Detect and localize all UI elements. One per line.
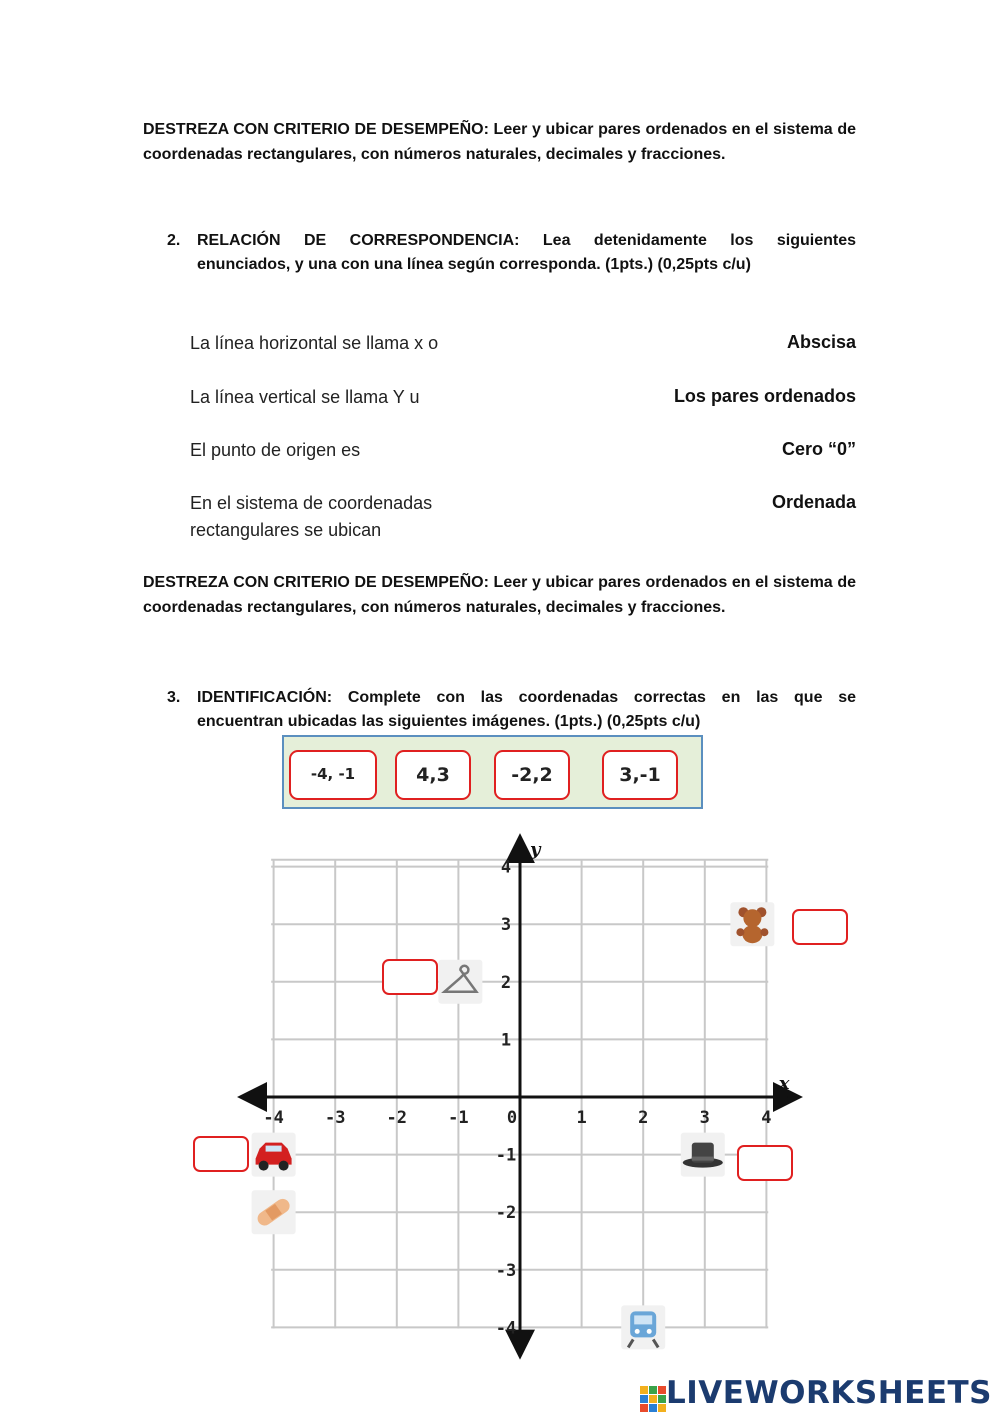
answer-box-car[interactable]: [193, 1136, 249, 1172]
teddy-bear-icon: [730, 902, 774, 946]
match-right-4[interactable]: Ordenada: [771, 492, 856, 512]
x-tick-label: -1: [448, 1108, 469, 1128]
answer-box-hat[interactable]: [737, 1145, 793, 1181]
bandage-icon: [252, 1190, 296, 1234]
match-left-1[interactable]: La línea horizontal se llama x o: [190, 333, 439, 353]
x-tick-label: 4: [761, 1108, 772, 1128]
x-axis-label: x: [778, 1073, 790, 1094]
y-tick-label: 2: [500, 972, 512, 993]
competency-label: DESTREZA CON CRITERIO DE DESEMPEÑO:: [143, 574, 489, 591]
x-tick-label: 2: [638, 1108, 649, 1128]
question-3: [167, 686, 856, 738]
answer-chip[interactable]: -2,2: [494, 750, 570, 800]
x-tick-label: 3: [699, 1108, 710, 1128]
competency-paragraph-2: [143, 570, 856, 620]
match-left-4-line-1: En el sistema de coordenadas: [190, 493, 433, 513]
competency-text: Leer y ubicar pares ordenados en el sistema de coordenadas rectangulares, con números naturales, decimales y fracciones.: [143, 121, 856, 163]
answer-bank: [282, 735, 703, 809]
liveworksheets-logo: [640, 1375, 992, 1411]
match-right-2[interactable]: Los pares ordenados: [673, 386, 856, 406]
match-right-1[interactable]: Abscisa: [786, 332, 856, 352]
match-left-3[interactable]: El punto de origen es: [190, 440, 361, 460]
y-tick-label: 4: [500, 857, 512, 878]
question-number: 3.: [167, 689, 181, 706]
question-line-2: enunciados, y una con una línea según corresponda. (1pts.) (0,25pts c/u): [197, 256, 751, 273]
match-right-3[interactable]: Cero “0”: [781, 439, 856, 459]
x-tick-label: -2: [386, 1108, 408, 1128]
tick-labels: [263, 839, 789, 1338]
hat-icon: [681, 1133, 725, 1177]
match-left-4[interactable]: [190, 490, 432, 544]
logo-icon: [640, 1384, 666, 1414]
logo-text: LIVEWORKSHEETS: [666, 1375, 992, 1411]
competency-label: DESTREZA CON CRITERIO DE DESEMPEÑO:: [143, 121, 489, 138]
question-2: [167, 229, 856, 281]
hanger-icon: [438, 960, 482, 1004]
x-tick-label: -3: [324, 1108, 346, 1128]
answer-chip[interactable]: 3,-1: [602, 750, 678, 800]
answer-box-hanger[interactable]: [382, 959, 438, 995]
y-tick-label: -2: [495, 1203, 517, 1224]
question-number: 2.: [167, 232, 181, 249]
y-axis-label: y: [530, 839, 541, 861]
question-line-1: IDENTIFICACIÓN: Complete con las coordenadas correctas en las que se: [197, 689, 856, 706]
y-tick-label: -4: [495, 1318, 517, 1339]
answer-box-teddy-bear[interactable]: [792, 909, 848, 945]
x-tick-label: 0: [506, 1108, 518, 1128]
y-tick-label: -3: [495, 1260, 517, 1281]
y-tick-label: 1: [500, 1030, 512, 1051]
match-left-4-line-2: rectangulares se ubican: [190, 520, 382, 540]
y-tick-label: 3: [500, 915, 512, 936]
x-tick-label: 1: [576, 1108, 587, 1128]
y-tick-label: -1: [495, 1145, 517, 1166]
x-tick-label: -4: [263, 1108, 284, 1128]
competency-paragraph-1: [143, 117, 856, 167]
car-icon: [252, 1133, 296, 1177]
competency-text: Leer y ubicar pares ordenados en el sistema de coordenadas rectangulares, con números naturales, decimales y fracciones.: [143, 574, 856, 616]
match-left-2[interactable]: La línea vertical se llama Y u: [190, 387, 420, 407]
question-line-2: encuentran ubicadas las siguientes imágenes. (1pts.) (0,25pts c/u): [197, 713, 701, 730]
answer-chip[interactable]: 4,3: [395, 750, 471, 800]
coordinate-graph: [0, 830, 1000, 1360]
answer-chip[interactable]: -4, -1: [289, 750, 377, 800]
question-line-1: RELACIÓN DE CORRESPONDENCIA: Lea detenidamente los siguientes: [197, 232, 856, 249]
train-icon: [621, 1305, 665, 1349]
